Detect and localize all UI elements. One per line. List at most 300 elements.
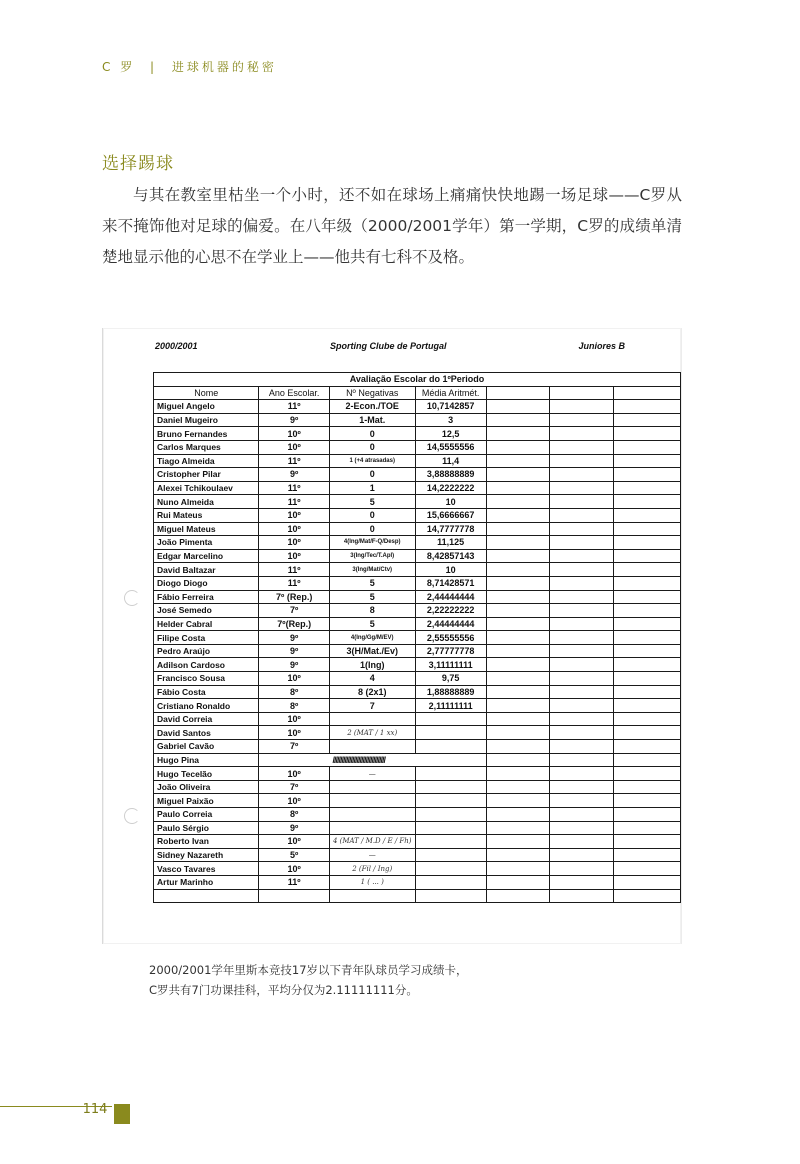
- empty-cell: [486, 767, 550, 781]
- student-name-cell: Paulo Correia: [154, 808, 259, 822]
- table-row: [154, 454, 681, 468]
- student-name-cell: Rui Mateus: [154, 508, 259, 522]
- average-cell: 3: [415, 413, 486, 427]
- empty-cell: [613, 875, 680, 889]
- year-cell: 7º(Rep.): [259, 617, 330, 631]
- average-cell: 3,88888889: [415, 468, 486, 482]
- student-name-cell: David Santos: [154, 726, 259, 740]
- table-row: [154, 862, 681, 876]
- empty-cell: [550, 794, 614, 808]
- empty-cell: [550, 889, 614, 903]
- empty-cell: [550, 672, 614, 686]
- empty-cell: [486, 672, 550, 686]
- year-cell: 10º: [259, 794, 330, 808]
- average-cell: [415, 726, 486, 740]
- average-cell: [415, 808, 486, 822]
- negatives-cell: 0: [329, 427, 415, 441]
- empty-cell: [486, 413, 550, 427]
- year-cell: 7º: [259, 604, 330, 618]
- negatives-cell: 4(Ing/Gg/M/EV): [329, 631, 415, 645]
- negatives-cell: [329, 780, 415, 794]
- empty-cell: [550, 767, 614, 781]
- empty-cell: [486, 644, 550, 658]
- student-name-cell: Daniel Mugeiro: [154, 413, 259, 427]
- table-row: [154, 549, 681, 563]
- empty-cell: [486, 699, 550, 713]
- negatives-cell: 2-Econ./TOE: [329, 400, 415, 414]
- year-cell: 8º: [259, 699, 330, 713]
- student-name-cell: Francisco Sousa: [154, 672, 259, 686]
- empty-cell: [613, 440, 680, 454]
- average-cell: 2,55555556: [415, 631, 486, 645]
- empty-cell: [550, 753, 614, 767]
- year-cell: 10º: [259, 440, 330, 454]
- negatives-cell: 1: [329, 481, 415, 495]
- student-name-cell: Filipe Costa: [154, 631, 259, 645]
- table-row: [154, 495, 681, 509]
- year-cell: 11º: [259, 576, 330, 590]
- table-row: [154, 576, 681, 590]
- empty-cell: [550, 644, 614, 658]
- table-row: [154, 440, 681, 454]
- empty-cell: [486, 454, 550, 468]
- negatives-cell: 1(Ing): [329, 658, 415, 672]
- table-row: [154, 468, 681, 482]
- year-cell: 10º: [259, 767, 330, 781]
- empty-cell: [613, 454, 680, 468]
- empty-cell: [329, 889, 415, 903]
- negatives-cell: 0: [329, 468, 415, 482]
- empty-cell: [550, 699, 614, 713]
- negatives-cell: 4(Ing/Mat/F-Q/Desp): [329, 536, 415, 550]
- average-cell: [415, 794, 486, 808]
- running-header-title: 进球机器的秘密: [171, 60, 277, 74]
- empty-cell: [613, 889, 680, 903]
- student-name-cell: Carlos Marques: [154, 440, 259, 454]
- page-number: 114: [82, 1102, 108, 1117]
- section-title: 选择踢球: [102, 154, 174, 174]
- empty-cell: [550, 495, 614, 509]
- empty-cell: [486, 631, 550, 645]
- empty-cell: [613, 685, 680, 699]
- average-cell: 3,11111111: [415, 658, 486, 672]
- table-row: [154, 699, 681, 713]
- table-row: [154, 712, 681, 726]
- empty-cell: [550, 536, 614, 550]
- student-name-cell: Hugo Pina: [154, 753, 259, 767]
- year-cell: 11º: [259, 400, 330, 414]
- average-cell: 12,5: [415, 427, 486, 441]
- student-name-cell: Cristopher Pilar: [154, 468, 259, 482]
- student-name-cell: Miguel Paixão: [154, 794, 259, 808]
- empty-cell: [550, 508, 614, 522]
- year-cell: 10º: [259, 522, 330, 536]
- empty-cell: [550, 454, 614, 468]
- student-name-cell: Pedro Araújo: [154, 644, 259, 658]
- average-cell: [415, 767, 486, 781]
- empty-cell: [486, 495, 550, 509]
- average-cell: 15,6666667: [415, 508, 486, 522]
- empty-cell: [613, 726, 680, 740]
- empty-cell: [550, 875, 614, 889]
- empty-cell: [613, 780, 680, 794]
- negatives-cell: 3(H/Mat./Ev): [329, 644, 415, 658]
- year-cell: 5º: [259, 848, 330, 862]
- empty-cell: [550, 481, 614, 495]
- empty-cell: [486, 889, 550, 903]
- empty-cell: [613, 821, 680, 835]
- column-header: Ano Escolar.: [259, 386, 330, 400]
- year-cell: 9º: [259, 644, 330, 658]
- year-cell: 9º: [259, 413, 330, 427]
- empty-cell: [550, 576, 614, 590]
- empty-cell: [613, 413, 680, 427]
- student-name-cell: Fábio Ferreira: [154, 590, 259, 604]
- average-cell: 2,77777778: [415, 644, 486, 658]
- empty-cell: [550, 440, 614, 454]
- table-row: [154, 672, 681, 686]
- scan-year: 2000/2001: [155, 341, 198, 351]
- empty-cell: [486, 685, 550, 699]
- caption-line: C罗共有7门功课挂科，平均分仅为2.11111111分。: [149, 983, 418, 997]
- empty-cell: [486, 468, 550, 482]
- negatives-cell: [329, 712, 415, 726]
- year-cell: 8º: [259, 685, 330, 699]
- student-name-cell: Hugo Tecelão: [154, 767, 259, 781]
- empty-cell: [613, 495, 680, 509]
- negatives-cell: 1 (+4 atrasadas): [329, 454, 415, 468]
- year-cell: 9º: [259, 821, 330, 835]
- student-name-cell: Artur Marinho: [154, 875, 259, 889]
- empty-cell: [550, 658, 614, 672]
- running-header: [102, 58, 277, 75]
- table-row: [154, 685, 681, 699]
- student-name-cell: Cristiano Ronaldo: [154, 699, 259, 713]
- negatives-cell: 5: [329, 576, 415, 590]
- empty-cell: [613, 658, 680, 672]
- empty-cell: [613, 767, 680, 781]
- column-header: [550, 386, 614, 400]
- empty-cell: [613, 712, 680, 726]
- empty-cell: [550, 808, 614, 822]
- negatives-cell: 0: [329, 440, 415, 454]
- empty-cell: [613, 672, 680, 686]
- year-cell: 11º: [259, 454, 330, 468]
- average-cell: [415, 848, 486, 862]
- empty-cell: [486, 590, 550, 604]
- year-cell: 11º: [259, 563, 330, 577]
- empty-cell: [550, 522, 614, 536]
- empty-cell: [486, 427, 550, 441]
- table-row: [154, 808, 681, 822]
- student-name-cell: José Semedo: [154, 604, 259, 618]
- body-paragraph: 与其在教室里枯坐一个小时，还不如在球场上痛痛快快地踢一场足球——C罗从来不掩饰他对足球的偏爱。在八年级（2000/2001学年）第一学期，C罗的成绩单清楚地显示他的心思不在学业上——他共有七科不及格。: [102, 186, 682, 266]
- empty-cell: [550, 631, 614, 645]
- year-cell: 10º: [259, 672, 330, 686]
- empty-cell: [550, 835, 614, 849]
- empty-cell: [550, 400, 614, 414]
- average-cell: 8,42857143: [415, 549, 486, 563]
- empty-cell: [613, 468, 680, 482]
- table-row: [154, 780, 681, 794]
- student-name-cell: João Pimenta: [154, 536, 259, 550]
- year-cell: 10º: [259, 536, 330, 550]
- table-row: [154, 753, 681, 767]
- table-row: [154, 835, 681, 849]
- student-name-cell: Fábio Costa: [154, 685, 259, 699]
- empty-cell: [613, 590, 680, 604]
- negatives-cell: [329, 808, 415, 822]
- empty-cell: [613, 617, 680, 631]
- empty-cell: [486, 780, 550, 794]
- negatives-cell: 3(Ing/Tec/T.Apl): [329, 549, 415, 563]
- empty-cell: [613, 427, 680, 441]
- year-cell: 7º (Rep.): [259, 590, 330, 604]
- average-cell: [415, 875, 486, 889]
- grades-table: [153, 372, 681, 903]
- student-name-cell: David Baltazar: [154, 563, 259, 577]
- student-name-cell: Bruno Fernandes: [154, 427, 259, 441]
- running-header-separator: |: [150, 60, 158, 74]
- negatives-cell: [329, 794, 415, 808]
- empty-cell: [486, 835, 550, 849]
- student-name-cell: Miguel Angelo: [154, 400, 259, 414]
- table-row: [154, 590, 681, 604]
- empty-cell: [550, 604, 614, 618]
- average-cell: 11,125: [415, 536, 486, 550]
- empty-cell: [486, 549, 550, 563]
- year-cell: 11º: [259, 875, 330, 889]
- negatives-cell: —: [329, 767, 415, 781]
- running-header-book: C 罗: [102, 60, 136, 74]
- empty-cell: [486, 753, 550, 767]
- empty-cell: [550, 590, 614, 604]
- empty-cell: [550, 427, 614, 441]
- average-cell: 8,71428571: [415, 576, 486, 590]
- empty-cell: [613, 631, 680, 645]
- average-cell: [415, 780, 486, 794]
- negatives-cell: —: [329, 848, 415, 862]
- table-row: [154, 794, 681, 808]
- average-cell: 10: [415, 563, 486, 577]
- punch-hole-mark: [124, 590, 140, 606]
- negatives-cell: 2 (MAT / 1 xx): [329, 726, 415, 740]
- average-cell: 2,44444444: [415, 590, 486, 604]
- table-row: [154, 413, 681, 427]
- average-cell: 9,75: [415, 672, 486, 686]
- average-cell: 14,5555556: [415, 440, 486, 454]
- empty-cell: [550, 413, 614, 427]
- student-name-cell: Miguel Mateus: [154, 522, 259, 536]
- negatives-cell: [329, 821, 415, 835]
- empty-cell: [613, 481, 680, 495]
- empty-cell: [550, 549, 614, 563]
- average-cell: 14,2222222: [415, 481, 486, 495]
- empty-cell: [486, 617, 550, 631]
- negatives-cell: 0: [329, 508, 415, 522]
- scan-team: Juniores B: [578, 341, 625, 351]
- table-row: [154, 508, 681, 522]
- table-row: [154, 481, 681, 495]
- negatives-cell: 4: [329, 672, 415, 686]
- student-name-cell: Roberto Ivan: [154, 835, 259, 849]
- year-cell: 9º: [259, 631, 330, 645]
- empty-cell: [486, 726, 550, 740]
- empty-cell: [486, 740, 550, 754]
- empty-cell: [486, 794, 550, 808]
- table-row: [154, 536, 681, 550]
- table-row: [154, 658, 681, 672]
- empty-cell: [486, 808, 550, 822]
- table-row: [154, 617, 681, 631]
- student-name-cell: Helder Cabral: [154, 617, 259, 631]
- empty-cell: [550, 862, 614, 876]
- average-cell: [415, 821, 486, 835]
- empty-cell: [613, 808, 680, 822]
- column-header: [613, 386, 680, 400]
- average-cell: [415, 862, 486, 876]
- empty-cell: [486, 536, 550, 550]
- page-marker-block: [114, 1104, 130, 1124]
- negatives-cell: [329, 740, 415, 754]
- empty-cell: [613, 508, 680, 522]
- table-row: [154, 767, 681, 781]
- figure-caption: [149, 960, 468, 1000]
- negatives-cell: 3(Ing/Mat/Ctv): [329, 563, 415, 577]
- year-cell: 8º: [259, 808, 330, 822]
- empty-cell: [486, 576, 550, 590]
- column-header: Nº Negativas: [329, 386, 415, 400]
- average-cell: 2,22222222: [415, 604, 486, 618]
- year-cell: 11º: [259, 495, 330, 509]
- negatives-cell: 5: [329, 590, 415, 604]
- empty-cell: [486, 522, 550, 536]
- empty-cell: [486, 508, 550, 522]
- empty-cell: [259, 889, 330, 903]
- average-cell: 10: [415, 495, 486, 509]
- negatives-cell: 2 (Fil / Ing): [329, 862, 415, 876]
- average-cell: 2,44444444: [415, 617, 486, 631]
- student-name-cell: Vasco Tavares: [154, 862, 259, 876]
- negatives-cell: 0: [329, 522, 415, 536]
- year-cell: [259, 753, 330, 767]
- table-header-row: [154, 386, 681, 400]
- year-cell: 10º: [259, 427, 330, 441]
- report-card-scan: [102, 328, 682, 944]
- table-row: [154, 875, 681, 889]
- student-name-cell: David Correia: [154, 712, 259, 726]
- negatives-cell: 5: [329, 495, 415, 509]
- student-name-cell: Paulo Sérgio: [154, 821, 259, 835]
- average-cell: 10,7142857: [415, 400, 486, 414]
- year-cell: 9º: [259, 468, 330, 482]
- negatives-cell: 7: [329, 699, 415, 713]
- empty-cell: [613, 753, 680, 767]
- empty-cell: [550, 740, 614, 754]
- empty-cell: [550, 780, 614, 794]
- table-row: [154, 400, 681, 414]
- negatives-cell: 4 (MAT / M.D / E / Fh): [329, 835, 415, 849]
- average-cell: [415, 740, 486, 754]
- student-name-cell: Alexei Tchikoulaev: [154, 481, 259, 495]
- empty-cell: [486, 712, 550, 726]
- struck-out-cell: ///////////////////////////////////: [329, 753, 486, 767]
- student-name-cell: Gabriel Cavão: [154, 740, 259, 754]
- year-cell: 10º: [259, 549, 330, 563]
- empty-cell: [550, 563, 614, 577]
- negatives-cell: 8 (2x1): [329, 685, 415, 699]
- empty-cell: [486, 848, 550, 862]
- empty-cell: [613, 400, 680, 414]
- scan-club: Sporting Clube de Portugal: [330, 341, 447, 351]
- year-cell: 7º: [259, 740, 330, 754]
- empty-cell: [486, 481, 550, 495]
- empty-cell: [486, 821, 550, 835]
- student-name-cell: Nuno Almeida: [154, 495, 259, 509]
- empty-cell: [486, 875, 550, 889]
- year-cell: 11º: [259, 481, 330, 495]
- empty-cell: [550, 726, 614, 740]
- table-row: [154, 726, 681, 740]
- empty-cell: [550, 821, 614, 835]
- table-row: [154, 604, 681, 618]
- empty-cell: [613, 644, 680, 658]
- empty-cell: [486, 440, 550, 454]
- empty-cell: [550, 468, 614, 482]
- column-header: [486, 386, 550, 400]
- empty-cell: [550, 712, 614, 726]
- empty-cell: [486, 563, 550, 577]
- empty-cell: [486, 604, 550, 618]
- empty-cell: [613, 740, 680, 754]
- year-cell: 7º: [259, 780, 330, 794]
- caption-line: 2000/2001学年里斯本竞技17岁以下青年队球员学习成绩卡，: [149, 963, 468, 977]
- scan-header: [103, 341, 681, 357]
- student-name-cell: João Oliveira: [154, 780, 259, 794]
- table-row: [154, 644, 681, 658]
- table-row: [154, 889, 681, 903]
- empty-cell: [486, 400, 550, 414]
- average-cell: 2,11111111: [415, 699, 486, 713]
- empty-cell: [613, 576, 680, 590]
- year-cell: 10º: [259, 508, 330, 522]
- table-row: [154, 740, 681, 754]
- empty-cell: [486, 862, 550, 876]
- grades-table-body: [154, 400, 681, 903]
- column-header: Média Aritmét.: [415, 386, 486, 400]
- empty-cell: [613, 699, 680, 713]
- table-row: [154, 848, 681, 862]
- column-header: Nome: [154, 386, 259, 400]
- empty-cell: [613, 522, 680, 536]
- table-row: [154, 631, 681, 645]
- empty-cell: [613, 794, 680, 808]
- table-row: [154, 522, 681, 536]
- table-title: Avaliação Escolar do 1ºPeriodo: [154, 373, 681, 387]
- empty-cell: [154, 889, 259, 903]
- average-cell: 14,7777778: [415, 522, 486, 536]
- empty-cell: [613, 549, 680, 563]
- average-cell: [415, 835, 486, 849]
- empty-cell: [486, 658, 550, 672]
- student-name-cell: Adilson Cardoso: [154, 658, 259, 672]
- negatives-cell: 1-Mat.: [329, 413, 415, 427]
- average-cell: 11,4: [415, 454, 486, 468]
- empty-cell: [613, 835, 680, 849]
- average-cell: [415, 712, 486, 726]
- empty-cell: [613, 536, 680, 550]
- empty-cell: [550, 848, 614, 862]
